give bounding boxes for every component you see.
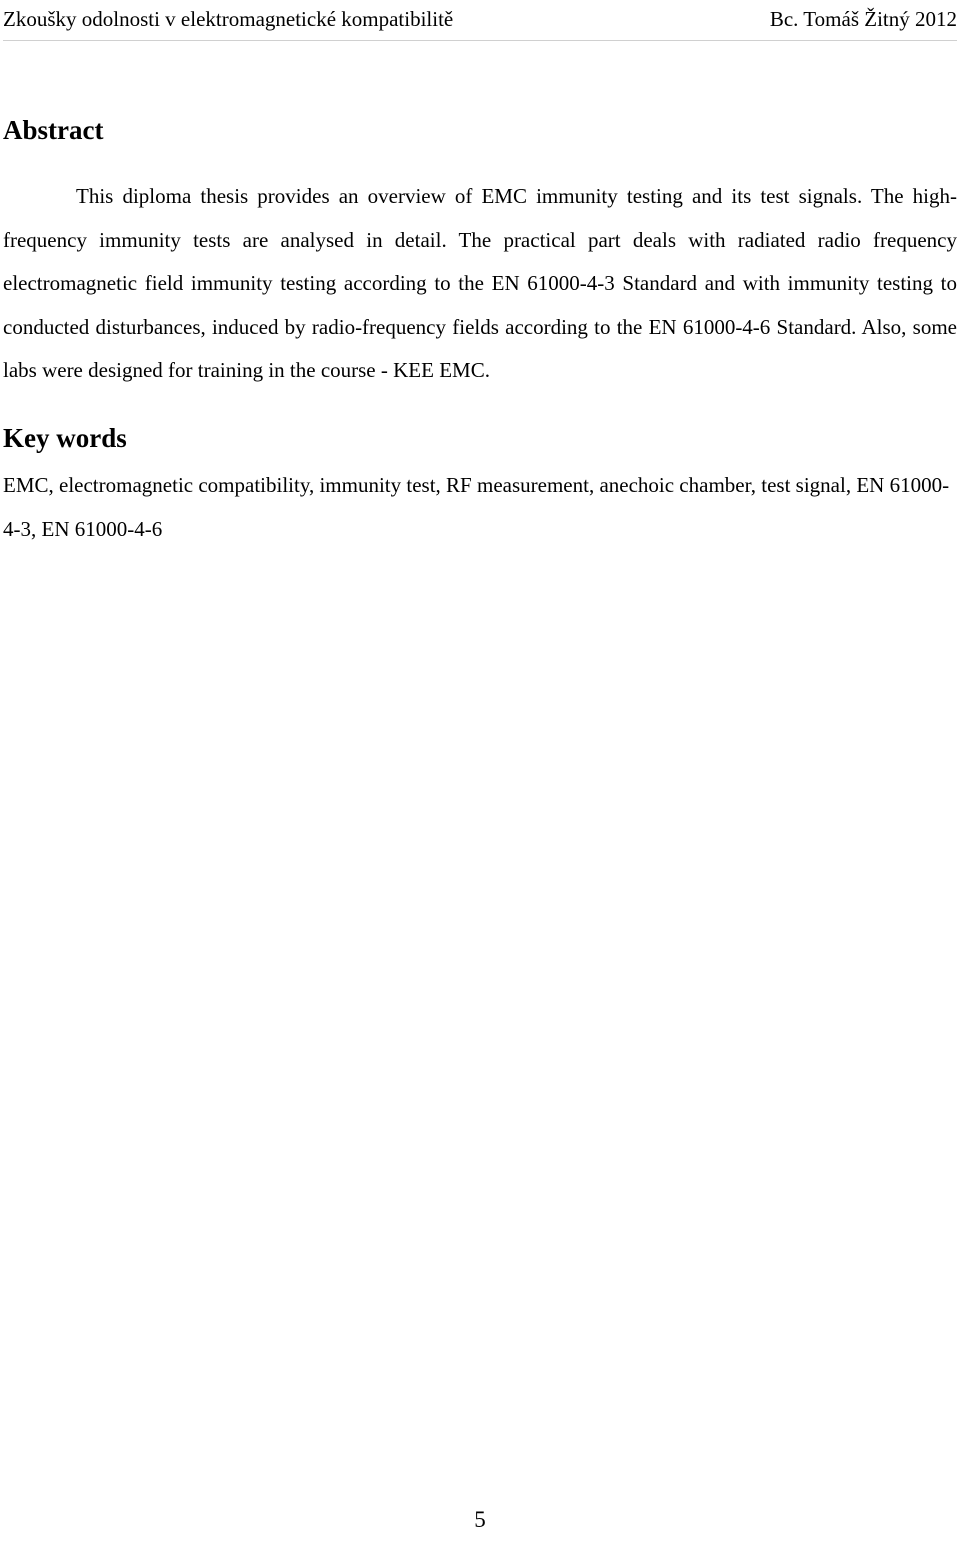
page-header [3, 4, 957, 34]
abstract-paragraph: This diploma thesis provides an overview of EMC immunity testing and its test signals. The high-frequency immunity tests are analysed in detail. The practical part deals with radiated radio frequency electromagnetic field immunity testing according to the EN 61000-4-3 Standard and with immunity testing to conducted disturbances, induced by radio-frequency fields according to the EN 61000-4-6 Standard. Also, some labs were designed for training in the course - KEE EMC. [3, 184, 957, 383]
header-thesis-title: Zkoušky odolnosti v elektromagnetické kompatibilitě [3, 7, 454, 31]
abstract-heading: Abstract [3, 115, 104, 145]
keywords-paragraph: EMC, electromagnetic compatibility, immunity test, RF measurement, anechoic chamber, test signal, EN 61000-4-3, EN 61000-4-6 [3, 472, 950, 541]
header-divider [3, 40, 957, 41]
main-content [3, 110, 957, 551]
header-author-year: Bc. Tomáš Žitný 2012 [769, 7, 957, 31]
keywords-heading: Key words [3, 422, 127, 453]
page-number: 5 [474, 1507, 486, 1532]
